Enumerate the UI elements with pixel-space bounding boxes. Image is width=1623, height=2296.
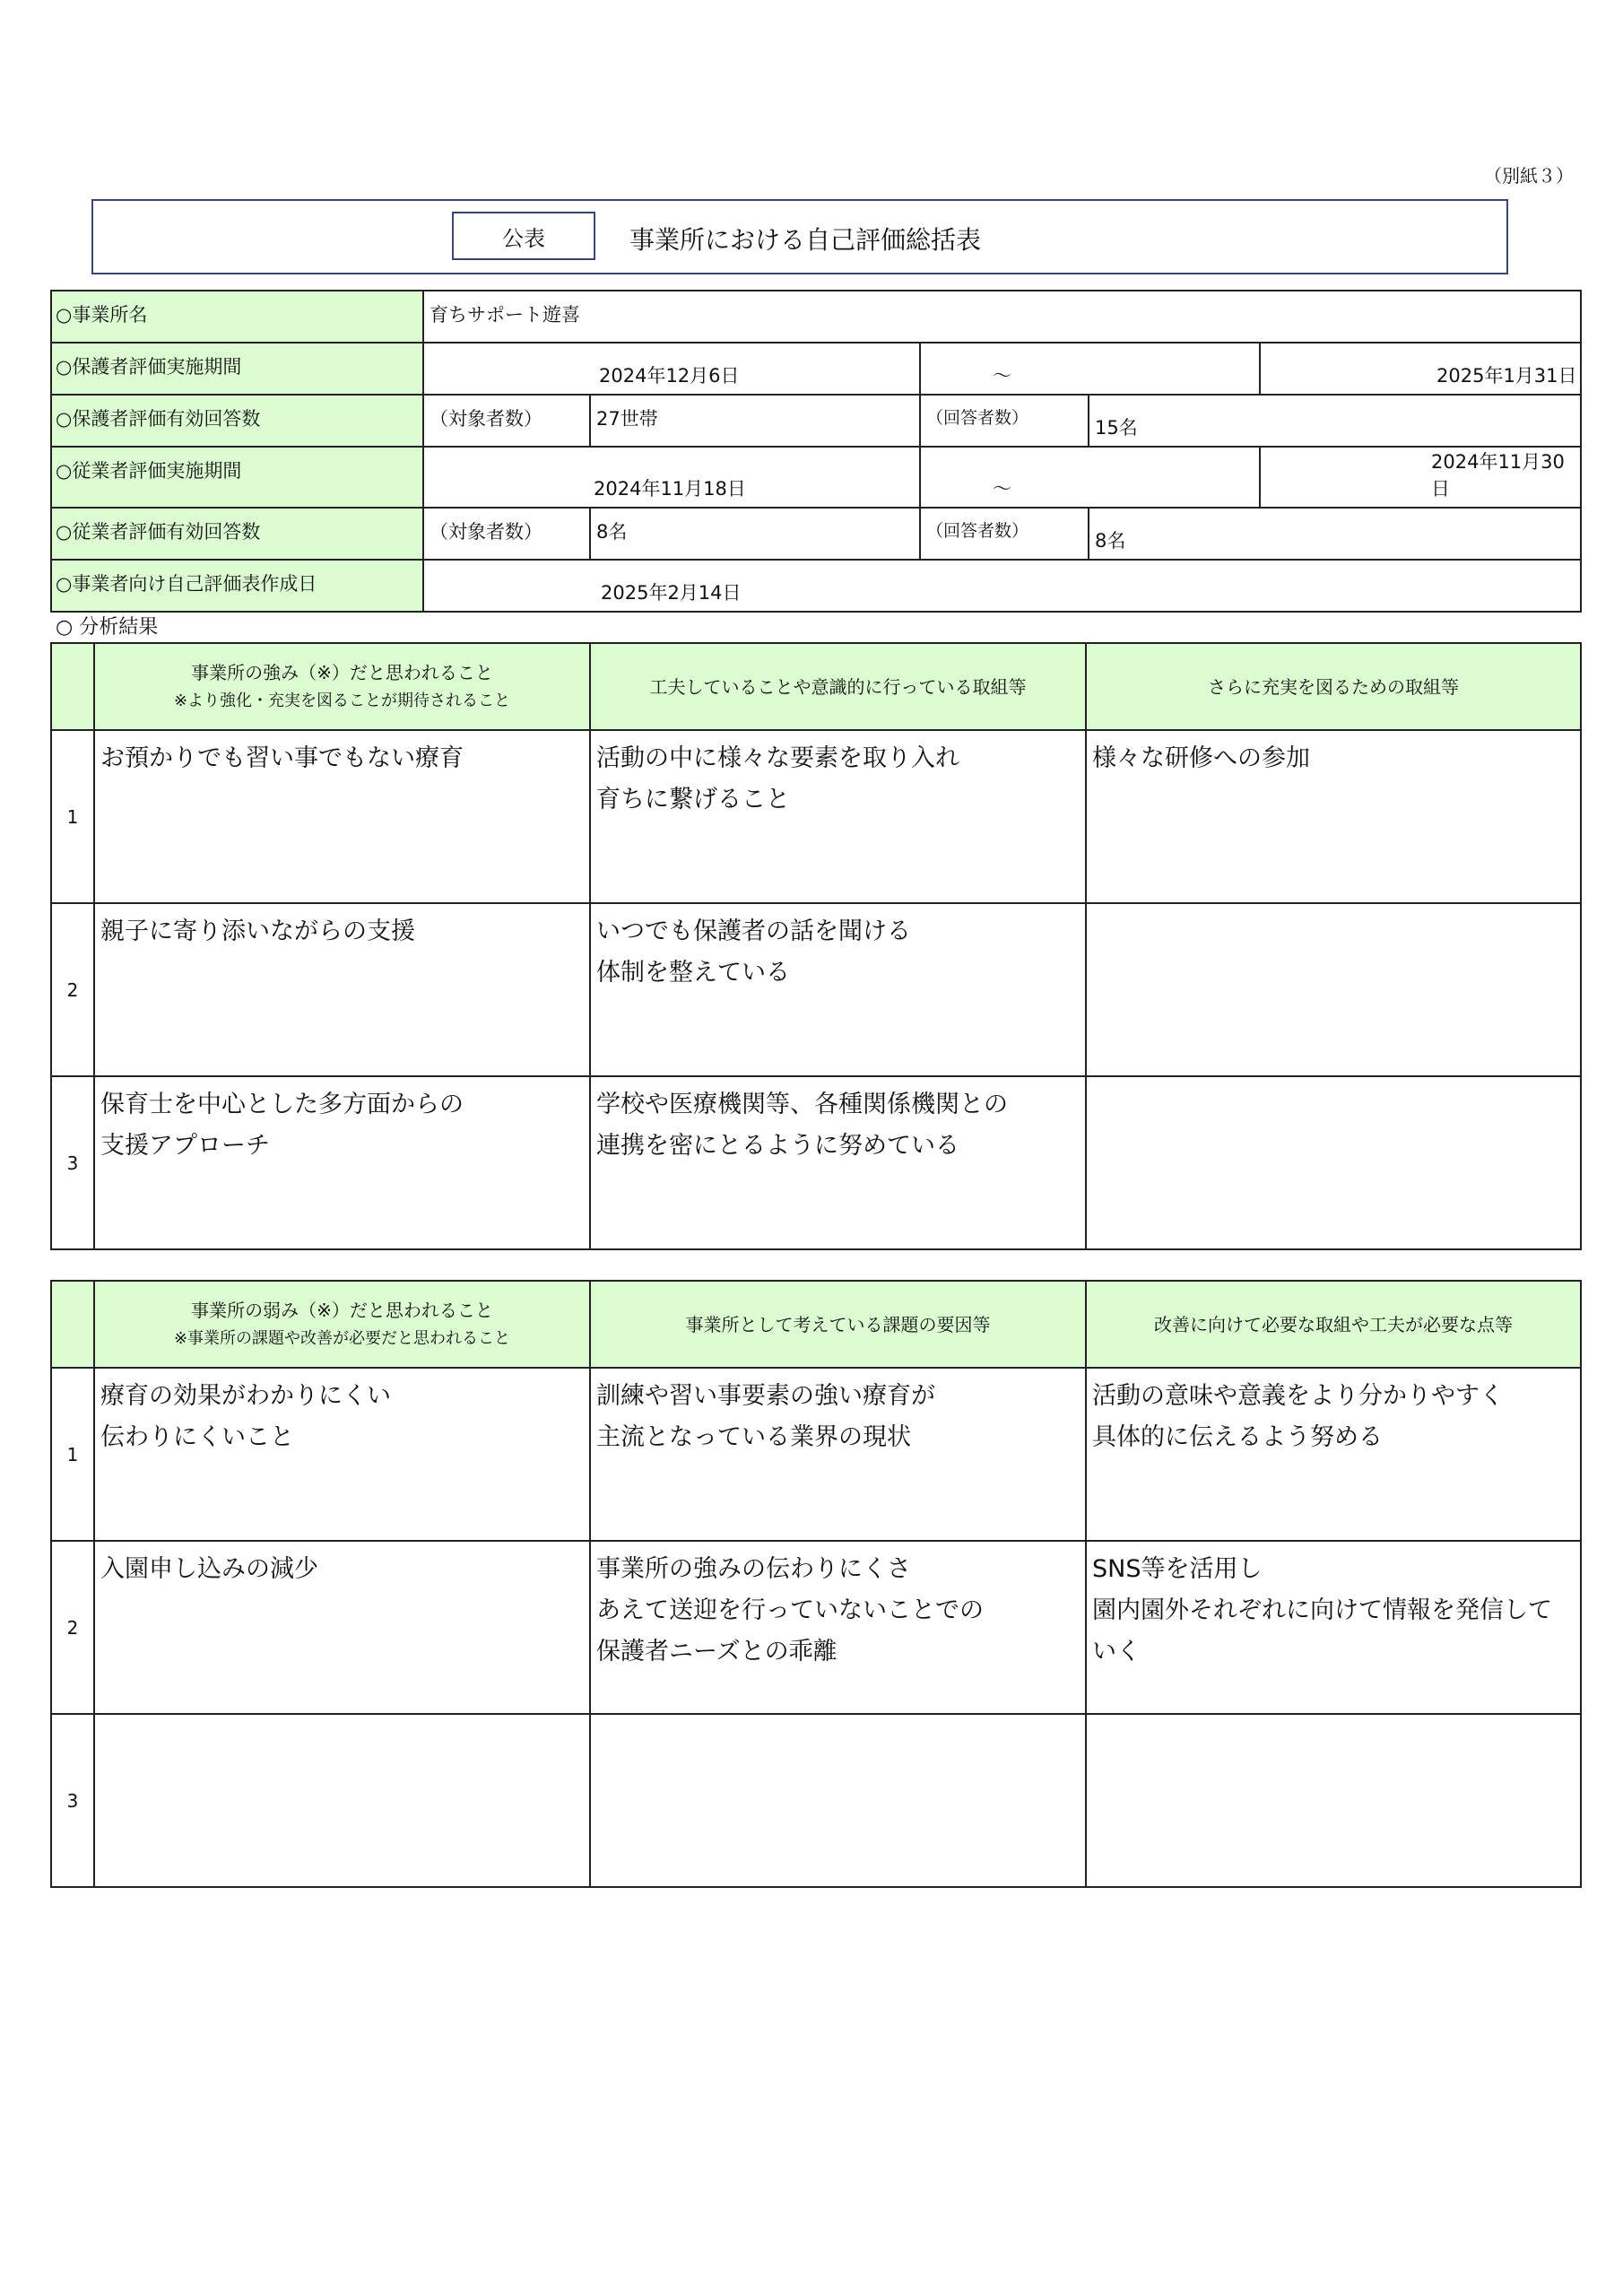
cell-text-line: 保育士を中心とした多方面からの <box>100 1091 464 1118</box>
cell-text-line: 体制を整えている <box>596 959 790 987</box>
table-row <box>51 1368 1581 1541</box>
table-row <box>51 1076 1581 1249</box>
guardian-answer-label: （回答者数） <box>920 395 1089 447</box>
staff-period-start: 2024年11月18日 <box>423 447 920 508</box>
staff-period-row <box>51 447 1581 508</box>
weaknesses-header-col2: 事業所として考えている課題の要因等 <box>590 1281 1086 1368</box>
cell-text-line: SNS等を活用し <box>1092 1555 1263 1583</box>
cell-text-line: 連携を密にとるように努めている <box>596 1132 959 1160</box>
cell-c3 <box>1086 1368 1581 1541</box>
row-number: 3 <box>51 1076 94 1249</box>
staff-response-row <box>51 508 1581 560</box>
staff-answer-value: 8名 <box>1089 508 1581 560</box>
cell-text-line: 主流となっている業界の現状 <box>596 1423 911 1451</box>
weaknesses-header-row <box>51 1281 1581 1368</box>
cell-c2 <box>590 903 1086 1076</box>
strengths-header-col3: さらに充実を図るための取組等 <box>1086 643 1581 730</box>
office-name-label: ○事業所名 <box>51 291 423 343</box>
table-row <box>51 730 1581 903</box>
strengths-header-col2: 工夫していることや意識的に行っている取組等 <box>590 643 1086 730</box>
cell-c3 <box>1086 1541 1581 1714</box>
strengths-table <box>50 642 1582 1250</box>
info-table <box>50 290 1582 613</box>
cell-text-line: 保護者ニーズとの乖離 <box>596 1638 838 1665</box>
title-box <box>91 199 1508 274</box>
guardian-response-row <box>51 395 1581 447</box>
created-date-row <box>51 560 1581 612</box>
analysis-label: ○ 分析結果 <box>56 616 159 639</box>
cell-c2 <box>590 1714 1086 1887</box>
strengths-header-row <box>51 643 1581 730</box>
cell-c2 <box>590 1076 1086 1249</box>
cell-text-line: 活動の意味や意義をより分かりやすく <box>1092 1382 1504 1410</box>
cell-text-line: いく <box>1092 1638 1141 1665</box>
public-badge: 公表 <box>452 212 595 260</box>
strengths-col1-note: ※より強化・充実を図ることが期待されること <box>173 691 511 710</box>
weaknesses-table <box>50 1280 1582 1888</box>
weaknesses-col1-note: ※事業所の課題や改善が必要だと思われること <box>173 1328 511 1348</box>
cell-text-line: いつでも保護者の話を聞ける <box>596 918 911 945</box>
guardian-period-end: 2025年1月31日 <box>1260 343 1581 395</box>
guardian-target-label: （対象者数） <box>423 395 590 447</box>
guardian-response-label: ○保護者評価有効回答数 <box>51 395 423 447</box>
cell-c3 <box>1086 1714 1581 1887</box>
guardian-answer-value: 15名 <box>1089 395 1581 447</box>
staff-period-label: ○従業者評価実施期間 <box>51 447 423 508</box>
cell-c1 <box>94 1368 590 1541</box>
weaknesses-col1-title: 事業所の弱み（※）だと思われること <box>191 1299 493 1321</box>
cell-c2 <box>590 730 1086 903</box>
cell-c2 <box>590 1368 1086 1541</box>
weaknesses-header-col3: 改善に向けて必要な取組や工夫が必要な点等 <box>1086 1281 1581 1368</box>
cell-c3 <box>1086 903 1581 1076</box>
cell-c1 <box>94 730 590 903</box>
strengths-header-col1 <box>94 643 590 730</box>
table-row <box>51 903 1581 1076</box>
cell-c3 <box>1086 730 1581 903</box>
cell-text-line: 伝わりにくいこと <box>100 1423 294 1451</box>
office-name-value: 育ちサポート遊喜 <box>423 291 1581 343</box>
staff-answer-label: （回答者数） <box>920 508 1089 560</box>
guardian-period-row <box>51 343 1581 395</box>
cell-c1 <box>94 1076 590 1249</box>
cell-text-line: あえて送迎を行っていないことでの <box>596 1596 984 1624</box>
cell-text-line: 活動の中に様々な要素を取り入れ <box>596 744 959 772</box>
staff-period-separator: ～ <box>920 447 1260 508</box>
cell-text-line: 療育の効果がわかりにくい <box>100 1382 391 1410</box>
cell-c1 <box>94 903 590 1076</box>
strengths-header-num <box>51 643 94 730</box>
cell-text-line: お預かりでも習い事でもない療育 <box>100 744 464 772</box>
staff-target-label: （対象者数） <box>423 508 590 560</box>
staff-target-value: 8名 <box>590 508 920 560</box>
cell-c1 <box>94 1714 590 1887</box>
staff-period-end: 2024年11月30日 <box>1260 447 1581 508</box>
weaknesses-header-col1 <box>94 1281 590 1368</box>
cell-c2 <box>590 1541 1086 1714</box>
cell-text-line: 事業所の強みの伝わりにくさ <box>596 1555 911 1583</box>
cell-c1 <box>94 1541 590 1714</box>
guardian-target-value: 27世帯 <box>590 395 920 447</box>
row-number: 2 <box>51 903 94 1076</box>
cell-text-line: 親子に寄り添いながらの支援 <box>100 918 415 945</box>
guardian-period-start: 2024年12月6日 <box>423 343 920 395</box>
office-name-row <box>51 291 1581 343</box>
cell-text-line: 育ちに繋げること <box>596 786 790 813</box>
row-number: 1 <box>51 730 94 903</box>
cell-text-line: 具体的に伝えるよう努める <box>1092 1423 1383 1451</box>
attachment-note: （別紙３） <box>1484 165 1574 187</box>
created-date-value: 2025年2月14日 <box>423 560 1581 612</box>
row-number: 1 <box>51 1368 94 1541</box>
table-row <box>51 1541 1581 1714</box>
cell-text-line: 支援アプローチ <box>100 1132 270 1160</box>
cell-text-line: 学校や医療機関等、各種関係機関との <box>596 1091 1008 1118</box>
strengths-col1-title: 事業所の強み（※）だと思われること <box>191 661 493 683</box>
staff-response-label: ○従業者評価有効回答数 <box>51 508 423 560</box>
guardian-period-separator: ～ <box>920 343 1260 395</box>
cell-text-line: 園内園外それぞれに向けて情報を発信して <box>1092 1596 1552 1624</box>
cell-text-line: 様々な研修への参加 <box>1092 744 1310 772</box>
page-title: 事業所における自己評価総括表 <box>629 225 982 255</box>
guardian-period-label: ○保護者評価実施期間 <box>51 343 423 395</box>
cell-text-line: 訓練や習い事要素の強い療育が <box>596 1382 935 1410</box>
created-date-label: ○事業者向け自己評価表作成日 <box>51 560 423 612</box>
weaknesses-header-num <box>51 1281 94 1368</box>
cell-c3 <box>1086 1076 1581 1249</box>
row-number: 2 <box>51 1541 94 1714</box>
cell-text-line: 入園申し込みの減少 <box>100 1555 318 1583</box>
table-row <box>51 1714 1581 1887</box>
row-number: 3 <box>51 1714 94 1887</box>
